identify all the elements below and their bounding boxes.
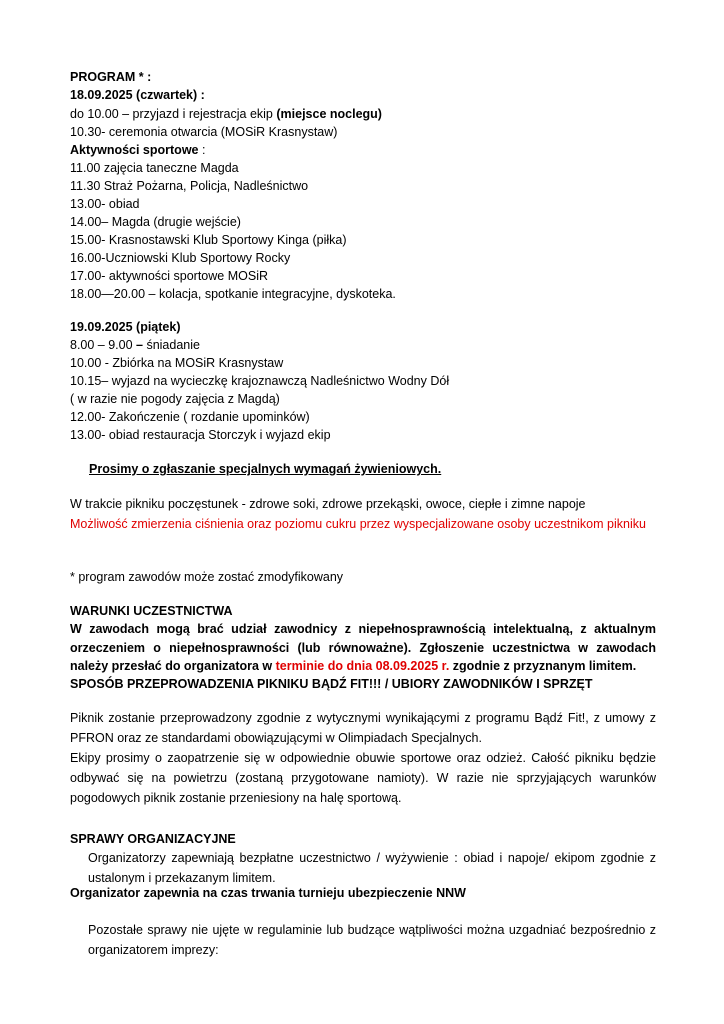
day1-arrival-place: (miejsce noclegu)	[276, 107, 382, 121]
program-heading: PROGRAM * :	[70, 70, 152, 84]
organization-paragraph: Organizatorzy zapewniają bezpłatne uczestnictwo / wyżywienie : obiad i napoje/ ekipom zgodnie z ustalonym i przekazanym limitem.	[88, 851, 656, 885]
equipment-paragraph: Ekipy prosimy o zaopatrzenie się w odpowiednie obuwie sportowe oraz odzież. Całość pikniku będzie odbywać się na powietrzu (zostaną przygotowane namioty). W razie nie sprzyjających warunków pogodowych piknik zostanie przeniesiony na halę sportową.	[70, 751, 656, 805]
day1-arrival-text: do 10.00 – przyjazd i rejestracja ekip	[70, 107, 277, 121]
day1-opening: 10.30- ceremonia otwarcia (MOSiR Krasnystaw)	[70, 125, 338, 139]
day2-item: 10.00 - Zbiórka na MOSiR Krasnystaw	[70, 356, 284, 370]
day2-breakfast-dash: –	[136, 338, 143, 352]
guidelines-paragraph: Piknik zostanie przeprowadzony zgodnie z wytycznymi wynikającymi z programu Bądź Fit!, z umowy z PFRON oraz ze standardami obowiązującymi w Olimpiadach Specjalnych.	[70, 711, 656, 745]
day1-item: 11.30 Straż Pożarna, Policja, Nadleśnictwo	[70, 179, 309, 193]
activities-heading-text: Aktywności sportowe	[70, 143, 199, 157]
method-heading: SPOSÓB PRZEPROWADZENIA PIKNIKU BĄDŹ FIT!!! / UBIORY ZAWODNIKÓW I SPRZĘT	[70, 677, 593, 691]
day1-item: 14.00– Magda (drugie wejście)	[70, 215, 241, 229]
conditions-text: W zawodach mogą brać udział zawodnicy z niepełnosprawnością intelektualną, z aktualnym orzeczeniem o niepełnosprawności (lub równoważne). Zgłoszenie uczestnictwa w zawodach należy przesłać do organizatora w	[70, 622, 656, 673]
diet-note: Prosimy o zgłaszanie specjalnych wymagań żywieniowych.	[89, 462, 442, 476]
day2-item: 10.15– wyjazd na wycieczkę krajoznawczą Nadleśnictwo Wodny Dół	[70, 374, 450, 388]
conditions-heading: WARUNKI UCZESTNICTWA	[70, 604, 233, 618]
health-check-text: Możliwość zmierzenia ciśnienia oraz poziomu cukru przez wyspecjalizowane osoby uczestnikom pikniku	[70, 517, 646, 531]
day1-arrival	[70, 105, 382, 123]
day1-item: 18.00—20.00 – kolacja, spotkanie integracyjne, dyskoteka.	[70, 287, 396, 301]
day1-item: 17.00- aktywności sportowe MOSiR	[70, 269, 268, 283]
organization-heading: SPRAWY ORGANIZACYJNE	[70, 832, 236, 846]
conditions-paragraph	[70, 620, 656, 676]
insurance-line: Organizator zapewnia na czas trwania turnieju ubezpieczenie NNW	[70, 886, 466, 900]
day1-item: 11.00 zajęcia taneczne Magda	[70, 161, 239, 175]
other-matters-paragraph: Pozostałe sprawy nie ujęte w regulaminie lub budzące wątpliwości można uzgadniać bezpośrednio z organizatorem imprezy:	[88, 923, 656, 957]
conditions-text-end: zgodnie z przyznanym limitem.	[449, 659, 637, 673]
activities-heading	[70, 141, 205, 159]
day2-item: 13.00- obiad restauracja Storczyk i wyjazd ekip	[70, 428, 331, 442]
activities-heading-suffix: :	[198, 143, 206, 157]
day1-item: 13.00- obiad	[70, 197, 140, 211]
day1-item: 16.00-Uczniowski Klub Sportowy Rocky	[70, 251, 291, 265]
day2-breakfast-time: 8.00 – 9.00	[70, 338, 137, 352]
day2-date: 19.09.2025 (piątek)	[70, 320, 181, 334]
registration-deadline: terminie do dnia 08.09.2025 r.	[275, 659, 450, 673]
day2-breakfast-text: śniadanie	[142, 338, 200, 352]
day2-breakfast	[70, 336, 200, 354]
refreshments-text: W trakcie pikniku poczęstunek - zdrowe soki, zdrowe przekąski, owoce, ciepłe i zimne napoje	[70, 497, 586, 511]
day2-item: ( w razie nie pogody zajęcia z Magdą)	[70, 392, 280, 406]
program-footnote: * program zawodów może zostać zmodyfikowany	[70, 570, 344, 584]
day1-item: 15.00- Krasnostawski Klub Sportowy Kinga (piłka)	[70, 233, 347, 247]
day1-date: 18.09.2025 (czwartek) :	[70, 88, 205, 102]
day2-item: 12.00- Zakończenie ( rozdanie upominków)	[70, 410, 310, 424]
refreshments-paragraph	[70, 494, 656, 534]
